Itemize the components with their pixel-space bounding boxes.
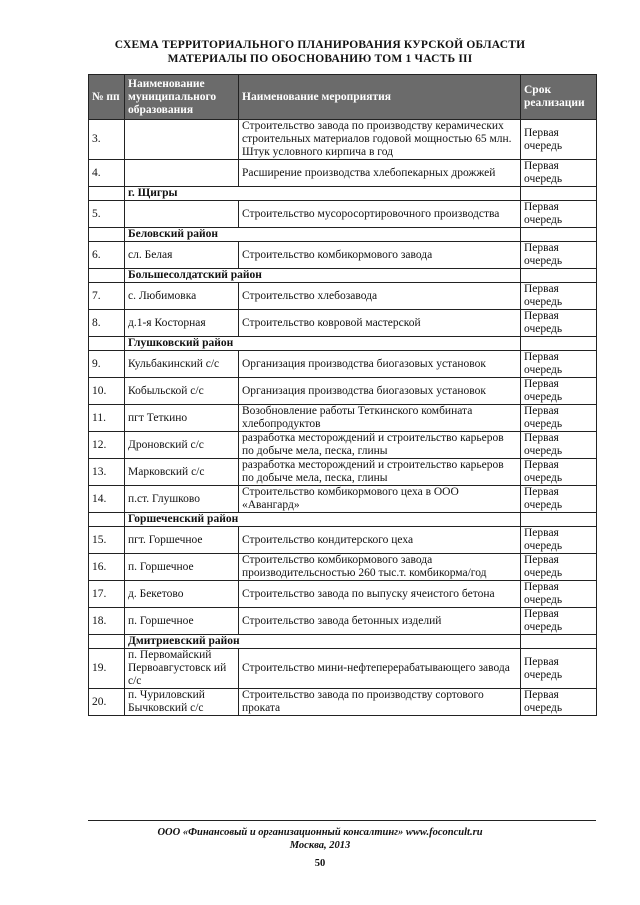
row-number: 14. — [89, 486, 125, 513]
row-measure: Строительство комбикормового завода производительсностью 260 тыс.т. комбикорма/год — [239, 554, 521, 581]
region-term-cell — [521, 513, 597, 527]
footer-city-year: Москва, 2013 — [289, 840, 351, 851]
row-measure: Строительство комбикормового цеха в ООО «Авангард» — [239, 486, 521, 513]
row-number: 11. — [89, 405, 125, 432]
region-row — [89, 635, 597, 649]
region-name: г. Щигры — [125, 187, 521, 201]
row-number: 20. — [89, 689, 125, 716]
region-name: Горшеченский район — [125, 513, 521, 527]
region-name: Дмитриевский район — [125, 635, 521, 649]
row-term: Первая очередь — [521, 432, 597, 459]
row-municipality: с. Любимовка — [125, 283, 239, 310]
region-num-cell — [89, 187, 125, 201]
row-measure: разработка месторождений и строительство карьеров по добыче мела, песка, глины — [239, 459, 521, 486]
table-row — [89, 486, 597, 513]
region-term-cell — [521, 187, 597, 201]
row-term: Первая очередь — [521, 310, 597, 337]
region-num-cell — [89, 269, 125, 283]
row-municipality: Кульбакинский с/с — [125, 351, 239, 378]
row-number: 4. — [89, 160, 125, 187]
row-municipality — [125, 120, 239, 160]
row-measure: Строительство завода по производству керамических строительных материалов годовой мощностью 65 млн. Штук условного кирпича в год — [239, 120, 521, 160]
table-row — [89, 432, 597, 459]
row-term: Первая очередь — [521, 201, 597, 228]
region-name: Беловский район — [125, 228, 521, 242]
row-term: Первая очередь — [521, 689, 597, 716]
row-municipality: д. Бекетово — [125, 581, 239, 608]
row-term: Первая очередь — [521, 351, 597, 378]
region-term-cell — [521, 337, 597, 351]
region-num-cell — [89, 337, 125, 351]
row-number: 8. — [89, 310, 125, 337]
table-row — [89, 649, 597, 689]
region-num-cell — [89, 228, 125, 242]
page-number: 50 — [314, 858, 326, 869]
row-number: 5. — [89, 201, 125, 228]
row-measure: Строительство завода по выпуску ячеистого бетона — [239, 581, 521, 608]
table-body — [89, 120, 597, 716]
row-term: Первая очередь — [521, 283, 597, 310]
row-number: 10. — [89, 378, 125, 405]
footer-divider — [88, 820, 596, 821]
row-municipality — [125, 160, 239, 187]
table-row — [89, 689, 597, 716]
row-measure: Строительство завода бетонных изделий — [239, 608, 521, 635]
row-municipality: сл. Белая — [125, 242, 239, 269]
row-term: Первая очередь — [521, 527, 597, 554]
region-row — [89, 187, 597, 201]
row-measure: Организация производства биогазовых установок — [239, 351, 521, 378]
header-subtitle: МАТЕРИАЛЫ ПО ОБОСНОВАНИЮ ТОМ 1 ЧАСТЬ III — [167, 53, 473, 65]
row-municipality — [125, 201, 239, 228]
header-measure: Наименование мероприятия — [239, 75, 521, 120]
table-row — [89, 378, 597, 405]
header-term: Срок реализации — [521, 75, 597, 120]
region-row — [89, 228, 597, 242]
row-measure: Расширение производства хлебопекарных дрожжей — [239, 160, 521, 187]
row-measure: разработка месторождений и строительство карьеров по добыче мела, песка, глины — [239, 432, 521, 459]
row-term: Первая очередь — [521, 608, 597, 635]
row-municipality: Марковский с/с — [125, 459, 239, 486]
header-num: № пп — [89, 75, 125, 120]
row-measure: Возобновление работы Теткинского комбината хлебопродуктов — [239, 405, 521, 432]
row-number: 6. — [89, 242, 125, 269]
table-row — [89, 554, 597, 581]
row-term: Первая очередь — [521, 242, 597, 269]
table-header-row — [89, 75, 597, 120]
region-row — [89, 513, 597, 527]
row-term: Первая очередь — [521, 378, 597, 405]
table-row — [89, 527, 597, 554]
row-term: Первая очередь — [521, 581, 597, 608]
row-measure: Строительство хлебозавода — [239, 283, 521, 310]
row-municipality: п.ст. Глушково — [125, 486, 239, 513]
row-term: Первая очередь — [521, 554, 597, 581]
region-row — [89, 269, 597, 283]
header-municipality: Наименование муниципального образования — [125, 75, 239, 120]
table-row — [89, 581, 597, 608]
row-municipality: Дроновский с/с — [125, 432, 239, 459]
row-number: 19. — [89, 649, 125, 689]
row-number: 15. — [89, 527, 125, 554]
row-municipality: д.1-я Косторная — [125, 310, 239, 337]
table-row — [89, 120, 597, 160]
row-measure: Строительство комбикормового завода — [239, 242, 521, 269]
table-row — [89, 242, 597, 269]
row-municipality: пгт. Горшечное — [125, 527, 239, 554]
row-measure: Строительство ковровой мастерской — [239, 310, 521, 337]
row-term: Первая очередь — [521, 459, 597, 486]
row-municipality: п. Горшечное — [125, 608, 239, 635]
region-term-cell — [521, 228, 597, 242]
row-number: 12. — [89, 432, 125, 459]
row-municipality: п. Чуриловский Бычковский с/с — [125, 689, 239, 716]
measures-table — [88, 74, 597, 716]
row-number: 7. — [89, 283, 125, 310]
header-title: СХЕМА ТЕРРИТОРИАЛЬНОГО ПЛАНИРОВАНИЯ КУРСКОЙ ОБЛАСТИ — [114, 39, 526, 51]
region-name: Глушковский район — [125, 337, 521, 351]
row-term: Первая очередь — [521, 160, 597, 187]
footer-company: ООО «Финансовый и организационный консалтинг» www.foconcult.ru — [157, 827, 483, 838]
row-term: Первая очередь — [521, 649, 597, 689]
row-term: Первая очередь — [521, 120, 597, 160]
row-number: 3. — [89, 120, 125, 160]
row-measure: Строительство мини-нефтеперерабатывающего завода — [239, 649, 521, 689]
row-term: Первая очередь — [521, 405, 597, 432]
table-row — [89, 351, 597, 378]
table-row — [89, 283, 597, 310]
table-row — [89, 405, 597, 432]
row-municipality: п. Горшечное — [125, 554, 239, 581]
document-header — [0, 38, 640, 66]
row-measure: Строительство завода по производству сортового проката — [239, 689, 521, 716]
document-footer — [0, 826, 640, 852]
row-municipality: п. Первомайский Первоавгустовск ий с/с — [125, 649, 239, 689]
table-row — [89, 160, 597, 187]
row-measure: Организация производства биогазовых установок — [239, 378, 521, 405]
row-term: Первая очередь — [521, 486, 597, 513]
table-row — [89, 310, 597, 337]
region-num-cell — [89, 635, 125, 649]
row-municipality: Кобыльской с/с — [125, 378, 239, 405]
row-number: 17. — [89, 581, 125, 608]
region-term-cell — [521, 269, 597, 283]
table-row — [89, 459, 597, 486]
row-municipality: пгт Теткино — [125, 405, 239, 432]
row-measure: Строительство мусоросортировочного производства — [239, 201, 521, 228]
row-measure: Строительство кондитерского цеха — [239, 527, 521, 554]
row-number: 9. — [89, 351, 125, 378]
region-name: Большесолдатский район — [125, 269, 521, 283]
row-number: 16. — [89, 554, 125, 581]
row-number: 13. — [89, 459, 125, 486]
region-row — [89, 337, 597, 351]
row-number: 18. — [89, 608, 125, 635]
region-num-cell — [89, 513, 125, 527]
region-term-cell — [521, 635, 597, 649]
table-row — [89, 608, 597, 635]
table-row — [89, 201, 597, 228]
